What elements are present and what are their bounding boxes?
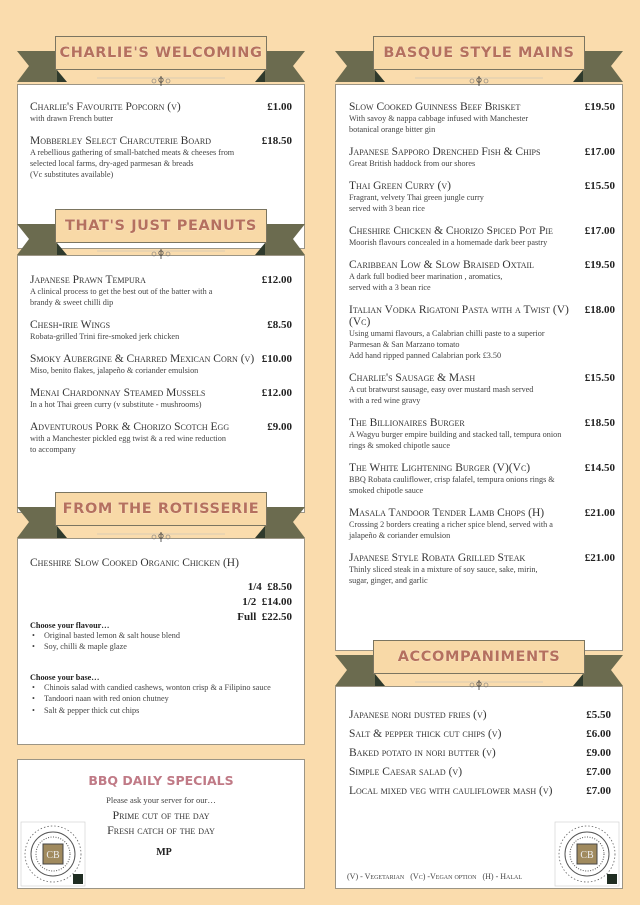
- item-name: Smoky Aubergine & Charred Mexican Corn (v): [30, 353, 255, 365]
- price-half: 1/2 £14.00: [242, 596, 292, 608]
- item-name: Masala Tandoor Tender Lamb Chops (H): [349, 507, 545, 519]
- base-option: • Salt & pepper thick cut chips: [30, 705, 271, 716]
- menu-item: [349, 417, 615, 451]
- bbq-price: MP: [156, 847, 172, 858]
- bbq-special: Prime cut of the day: [112, 808, 210, 822]
- item-description: Moorish flavours concealed in a homemade dark beer pastry: [349, 238, 548, 247]
- item-name: Japanese Style Robata Grilled Steak: [349, 552, 526, 564]
- item-price: £5.50: [586, 709, 611, 721]
- item-description: with drawn French butter: [30, 114, 113, 123]
- menu-item: [349, 747, 611, 759]
- item-name: The White Lightening Burger (V)(Vc): [349, 462, 531, 474]
- banner-title: BASQUE STYLE MAINS: [373, 36, 585, 70]
- emblem-icon: [19, 820, 87, 893]
- item-price: £7.00: [586, 785, 611, 797]
- item-row: [349, 552, 615, 564]
- banner-rotisserie: [17, 492, 305, 544]
- banner-title: ACCOMPANIMENTS: [373, 640, 585, 674]
- item-row: [349, 372, 615, 384]
- item-description: A clinical process to get the best out of the batter with a brandy & sweet chilli dip: [30, 287, 213, 307]
- menu-item: [30, 135, 292, 180]
- item-price: £12.00: [261, 274, 292, 286]
- item-price: £1.00: [267, 101, 292, 113]
- item-price: £18.50: [584, 417, 615, 429]
- item-price: £10.00: [261, 353, 292, 365]
- item-name: Salt & pepper thick cut chips (v): [349, 728, 502, 740]
- item-description: Great British haddock from our shores: [349, 159, 476, 168]
- price-quarter: 1/4 £8.50: [247, 581, 292, 593]
- item-description: BBQ Robata cauliflower, crisp falafel, tempura onions rings & smoked chipotle sauce: [349, 475, 555, 495]
- menu-item: [349, 462, 615, 496]
- item-price: £6.00: [586, 728, 611, 740]
- item-row: [349, 146, 615, 158]
- item-description: In a hot Thai green curry (v substitute - mushrooms): [30, 400, 202, 409]
- item-row: [30, 274, 292, 286]
- rotisserie-item-name: Cheshire Slow Cooked Organic Chicken (H): [30, 557, 239, 569]
- item-price: £9.00: [267, 421, 292, 433]
- menu-item: [30, 387, 292, 410]
- banner-welcoming: [17, 36, 305, 88]
- item-row: [349, 766, 611, 778]
- menu-item: [349, 766, 611, 778]
- item-description: A dark full bodied beer marination , aromatics, served with a 3 bean rice: [349, 272, 503, 292]
- item-row: [349, 180, 615, 192]
- menu-item: [349, 225, 615, 248]
- item-price: £12.00: [261, 387, 292, 399]
- mains-items: [349, 101, 615, 597]
- item-description: Thinly sliced steak in a mixture of soy sauce, sake, mirin, sugar, ginger, and garlic: [349, 565, 538, 585]
- menu-item: [30, 274, 292, 308]
- bbq-intro: Please ask your server for our…: [106, 795, 216, 805]
- flavour-options: [30, 621, 180, 653]
- svg-text:CB: CB: [46, 850, 60, 861]
- item-row: [349, 462, 615, 474]
- accompaniments-items: [349, 709, 611, 804]
- banner-title: THAT'S JUST PEANUTS: [55, 209, 267, 243]
- menu-item: [349, 507, 615, 541]
- item-name: Thai Green Curry (v): [349, 180, 451, 192]
- menu-item: [349, 372, 615, 406]
- menu-item: [349, 785, 611, 797]
- item-name: The Billionaires Burger: [349, 417, 465, 429]
- base-options: [30, 673, 271, 716]
- base-heading: Choose your base…: [30, 673, 100, 682]
- item-description: with a Manchester pickled egg twist & a red wine reduction to accompany: [30, 434, 226, 454]
- bbq-title: BBQ DAILY SPECIALS: [88, 773, 234, 788]
- svg-text:CB: CB: [580, 850, 594, 861]
- banner-title: CHARLIE'S WELCOMING: [55, 36, 267, 70]
- item-name: Japanese nori dusted fries (v): [349, 709, 487, 721]
- item-name: Italian Vodka Rigatoni Pasta with a Twist (V)(Vc): [349, 304, 569, 328]
- item-name: Adventurous Pork & Chorizo Scotch Egg: [30, 421, 230, 433]
- menu-item: [349, 180, 615, 214]
- item-row: [349, 785, 611, 797]
- item-price: £9.00: [586, 747, 611, 759]
- item-price: £15.50: [584, 372, 615, 384]
- peanuts-items: [30, 274, 292, 466]
- base-option: • Chinois salad with candied cashews, wonton crisp & a Filipino sauce: [30, 682, 271, 693]
- item-row: [30, 387, 292, 399]
- item-row: [349, 259, 615, 271]
- item-name: Caribbean Low & Slow Braised Oxtail: [349, 259, 535, 271]
- item-price: £17.00: [584, 225, 615, 237]
- menu-item: [30, 421, 292, 455]
- menu-item: [349, 146, 615, 169]
- item-description: Fragrant, velvety Thai green jungle curry served with 3 bean rice: [349, 193, 484, 213]
- item-row: [349, 225, 615, 237]
- item-row: [349, 101, 615, 113]
- item-row: [30, 101, 292, 113]
- item-name: Japanese Prawn Tempura: [30, 274, 146, 286]
- item-row: [30, 319, 292, 331]
- item-row: [30, 135, 292, 147]
- item-price: £19.50: [584, 101, 615, 113]
- item-row: [349, 709, 611, 721]
- item-row: [30, 421, 292, 433]
- bbq-special: Fresh catch of the day: [107, 823, 215, 837]
- item-description: A rebellious gathering of small-batched meats & cheeses from selected local farms, dry-aged parmesan & breads (Vc substitutes available): [30, 148, 235, 179]
- item-row: [349, 507, 615, 519]
- item-price: £14.50: [584, 462, 615, 474]
- menu-item: [349, 709, 611, 721]
- item-name: Charlie's Favourite Popcorn (v): [30, 101, 181, 113]
- banner-peanuts: [17, 209, 305, 261]
- banner-accompaniments: [335, 640, 623, 692]
- item-price: £21.00: [584, 507, 615, 519]
- rotisserie-prices: [231, 580, 292, 625]
- item-price: £17.00: [584, 146, 615, 158]
- base-option: • Tandoori naan with red onion chutney: [30, 693, 271, 704]
- item-price: £8.50: [267, 319, 292, 331]
- item-row: [349, 417, 615, 429]
- item-row: [349, 728, 611, 740]
- menu-item: [349, 552, 615, 586]
- item-price: £19.50: [584, 259, 615, 271]
- item-price: £7.00: [586, 766, 611, 778]
- item-description: Robata-grilled Trini fire-smoked jerk chicken: [30, 332, 180, 341]
- emblem-icon: [553, 820, 621, 893]
- menu-item: [30, 101, 292, 124]
- item-price: £18.00: [584, 304, 615, 316]
- menu-item: [349, 101, 615, 135]
- item-price: £18.50: [261, 135, 292, 147]
- item-description: A Wagyu burger empire building and stacked tall, tempura onion rings & smoked chipotle sauce: [349, 430, 562, 450]
- item-name: Menai Chardonnay Steamed Mussels: [30, 387, 206, 399]
- price-full: Full £22.50: [237, 611, 292, 623]
- item-name: Slow Cooked Guinness Beef Brisket: [349, 101, 521, 113]
- item-price: £21.00: [584, 552, 615, 564]
- flavour-option: • Soy, chilli & maple glaze: [30, 641, 180, 652]
- flavour-option: • Original basted lemon & salt house blend: [30, 630, 180, 641]
- menu-item: [30, 319, 292, 342]
- flavour-heading: Choose your flavour…: [30, 621, 110, 630]
- welcoming-items: [30, 101, 292, 191]
- item-name: Charlie's Sausage & Mash: [349, 372, 476, 384]
- item-row: [349, 747, 611, 759]
- menu-item: [349, 304, 615, 361]
- item-name: Local mixed veg with cauliflower mash (v): [349, 785, 553, 797]
- item-name: Simple Caesar salad (v): [349, 766, 463, 778]
- menu-item: [349, 728, 611, 740]
- item-description: Crossing 2 borders creating a richer spice blend, served with a jalapeño & coriander emulsion: [349, 520, 553, 540]
- item-name: Chesh-irie Wings: [30, 319, 111, 331]
- banner-mains: [335, 36, 623, 88]
- item-price: £15.50: [584, 180, 615, 192]
- item-name: Mobberley Select Charcuterie Board: [30, 135, 212, 147]
- item-description: With savoy & nappa cabbage infused with Manchester botanical orange bitter gin: [349, 114, 529, 134]
- item-name: Japanese Sapporo Drenched Fish & Chips: [349, 146, 541, 158]
- banner-title: FROM THE ROTISSERIE: [55, 492, 267, 526]
- item-description: A cut bratwurst sausage, easy over mustard mash served with a red wine gravy: [349, 385, 534, 405]
- footnote: (V) - Vegetarian (Vc) -Vegan option (H) - Halal: [347, 872, 523, 881]
- item-name: Cheshire Chicken & Chorizo Spiced Pot Pie: [349, 225, 553, 237]
- item-description: Miso, benito flakes, jalapeño & coriander emulsion: [30, 366, 199, 375]
- menu-item: [30, 353, 292, 376]
- item-description: Using umami flavours, a Calabrian chilli paste to a superior Parmesan & San Marzano tomato Add hand ripped panned Calabrian pork £3.50: [349, 329, 545, 360]
- menu-item: [349, 259, 615, 293]
- item-row: [349, 304, 615, 328]
- item-name: Baked potato in nori butter (v): [349, 747, 496, 759]
- item-row: [30, 353, 292, 365]
